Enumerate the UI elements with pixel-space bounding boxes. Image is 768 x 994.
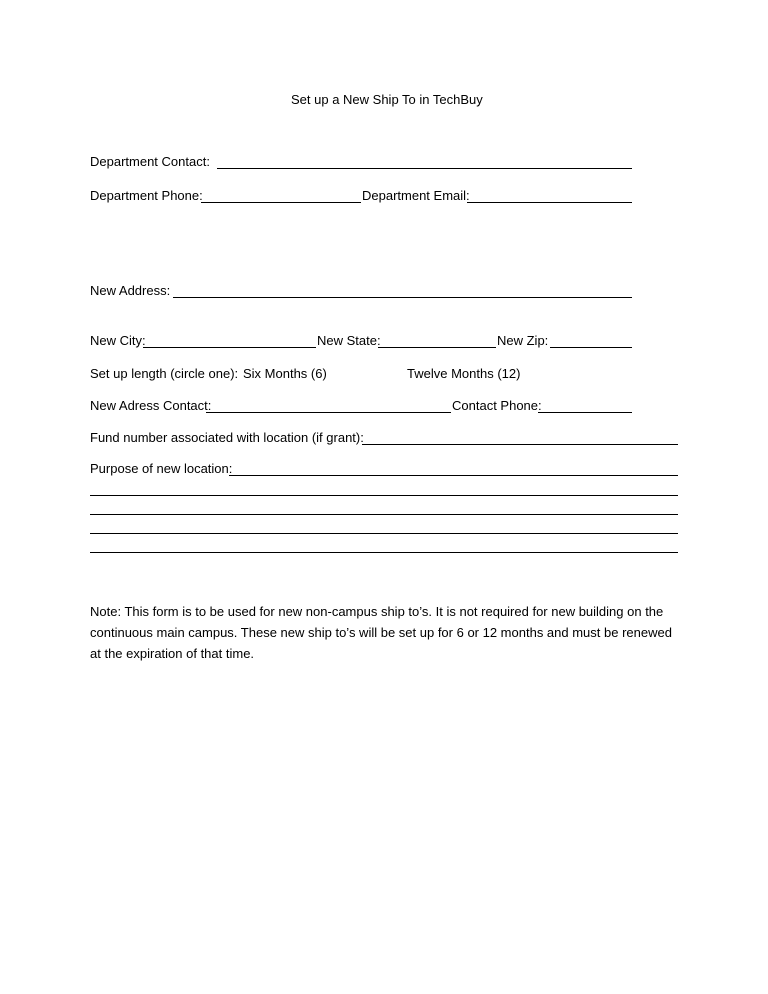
- form-note: Note: This form is to be used for new non-campus ship to’s. It is not required for new building on the continuous main campus. These new ship to’s will be set up for 6 or 12 months and must be renewed at the expiration of that time.: [90, 604, 672, 661]
- form-title: Set up a New Ship To in TechBuy: [291, 92, 483, 107]
- new-address-contact-field[interactable]: [206, 412, 451, 413]
- fund-number-label: Fund number associated with location (if grant):: [90, 430, 364, 445]
- purpose-field-line-4[interactable]: [90, 533, 678, 534]
- contact-phone-label: Contact Phone:: [452, 398, 542, 413]
- new-city-label: New City:: [90, 333, 146, 348]
- purpose-label: Purpose of new location:: [90, 461, 233, 476]
- department-phone-label: Department Phone:: [90, 188, 203, 203]
- new-zip-label: New Zip:: [497, 333, 549, 348]
- purpose-field-line-1[interactable]: [229, 475, 678, 476]
- new-state-field[interactable]: [378, 347, 496, 348]
- setup-option-twelve-months[interactable]: Twelve Months (12): [407, 366, 521, 381]
- purpose-field-line-5[interactable]: [90, 552, 678, 553]
- department-phone-field[interactable]: [201, 202, 361, 203]
- department-contact-label: Department Contact:: [90, 154, 210, 169]
- new-address-contact-label: New Adress Contact:: [90, 398, 212, 413]
- fund-number-field[interactable]: [362, 444, 678, 445]
- setup-length-label: Set up length (circle one):: [90, 366, 239, 381]
- department-email-label: Department Email:: [362, 188, 470, 203]
- department-email-field[interactable]: [467, 202, 632, 203]
- purpose-field-line-2[interactable]: [90, 495, 678, 496]
- purpose-field-line-3[interactable]: [90, 514, 678, 515]
- new-address-field[interactable]: [173, 297, 632, 298]
- new-city-field[interactable]: [143, 347, 316, 348]
- new-state-label: New State:: [317, 333, 381, 348]
- setup-option-six-months[interactable]: Six Months (6): [243, 366, 327, 381]
- department-contact-field[interactable]: [217, 168, 632, 169]
- contact-phone-field[interactable]: [538, 412, 632, 413]
- new-address-label: New Address:: [90, 283, 171, 298]
- new-zip-field[interactable]: [550, 347, 632, 348]
